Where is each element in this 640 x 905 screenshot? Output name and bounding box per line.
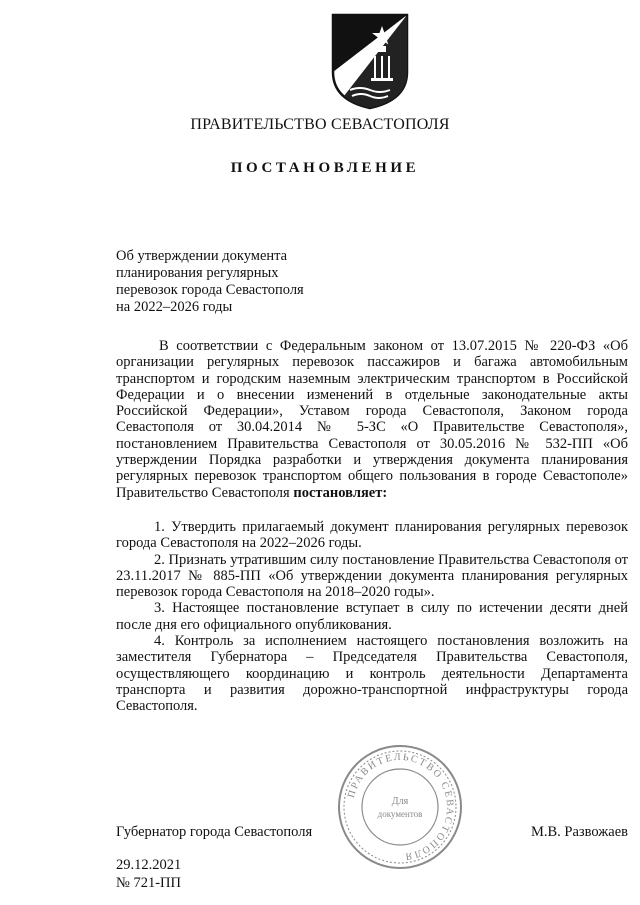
paragraph-spacer [116,501,628,519]
signatory-name: М.В. Развожаев [530,824,628,840]
document-body [116,338,628,715]
coat-of-arms-icon [330,12,410,110]
decree-item: 3. Настоящее постановление вступает в силу по истечении десяти дней после дня его официального опубликования. [116,600,628,633]
subject-line: на 2022–2026 годы [116,299,233,315]
subject-line: планирования регулярных [116,265,279,281]
document-meta [116,856,181,892]
preamble-paragraph [116,338,628,501]
seal-center-line-2: документов [377,809,423,819]
preamble-text: В соответствии с Федеральным законом от 13.07.2015 № 220-ФЗ «Об организации регулярных перевозок пассажиров и багажа автомобильным транспортом и городским наземным электрическим транспортом в Российской Федерации и о внесении изменений в отдельные законодательные акты Российской Федерации», Уставом города Севастополя, Законом города Севастополя от 30.04.2014 № 5-ЗС «О Правительстве Севастополя», постановлением Правительства Севастополя от 30.05.2016 № 532-ПП «Об утверждении Порядка разработки и утверждения документа планирования регулярных перевозок транспортом общего пользования в городе Севастополе» Правительство Севастополя [116,338,628,501]
document-number: № 721-ПП [116,875,181,891]
subject-line: перевозок города Севастополя [116,282,304,298]
signatory-title: Губернатор города Севастополя [116,824,313,840]
seal-outer-text: ПРАВИТЕЛЬСТВО СЕВАСТОПОЛЯ [345,751,456,863]
issuing-authority: ПРАВИТЕЛЬСТВО СЕВАСТОПОЛЯ [190,116,450,133]
decree-item: 1. Утвердить прилагаемый документ планирования регулярных перевозок города Севастополя на 2022–2026 годы. [116,518,628,552]
decree-word: постановляет: [293,484,388,501]
official-seal-icon [336,743,464,871]
subject-line: Об утверждении документа [116,248,288,264]
seal-center-line-1: Для [391,796,409,807]
document-type-title: ПОСТАНОВЛЕНИЕ [230,160,420,176]
document-date: 29.12.2021 [116,857,182,873]
document-subject [116,248,376,316]
decree-item: 2. Признать утратившим силу постановление Правительства Севастополя от 23.11.2017 № 885-ПП «Об утверждении документа планирования регулярных перевозок города Севастополя на 2018–2020 годы». [116,551,628,601]
decree-item: 4. Контроль за исполнением настоящего постановления возложить на заместителя Губернатора – Председателя Правительства Севастополя, осуществляющего координацию и контроль деятельности Департамента транспорта и развития дорожно-транспортной инфраструктуры города Севастополя. [116,633,628,715]
